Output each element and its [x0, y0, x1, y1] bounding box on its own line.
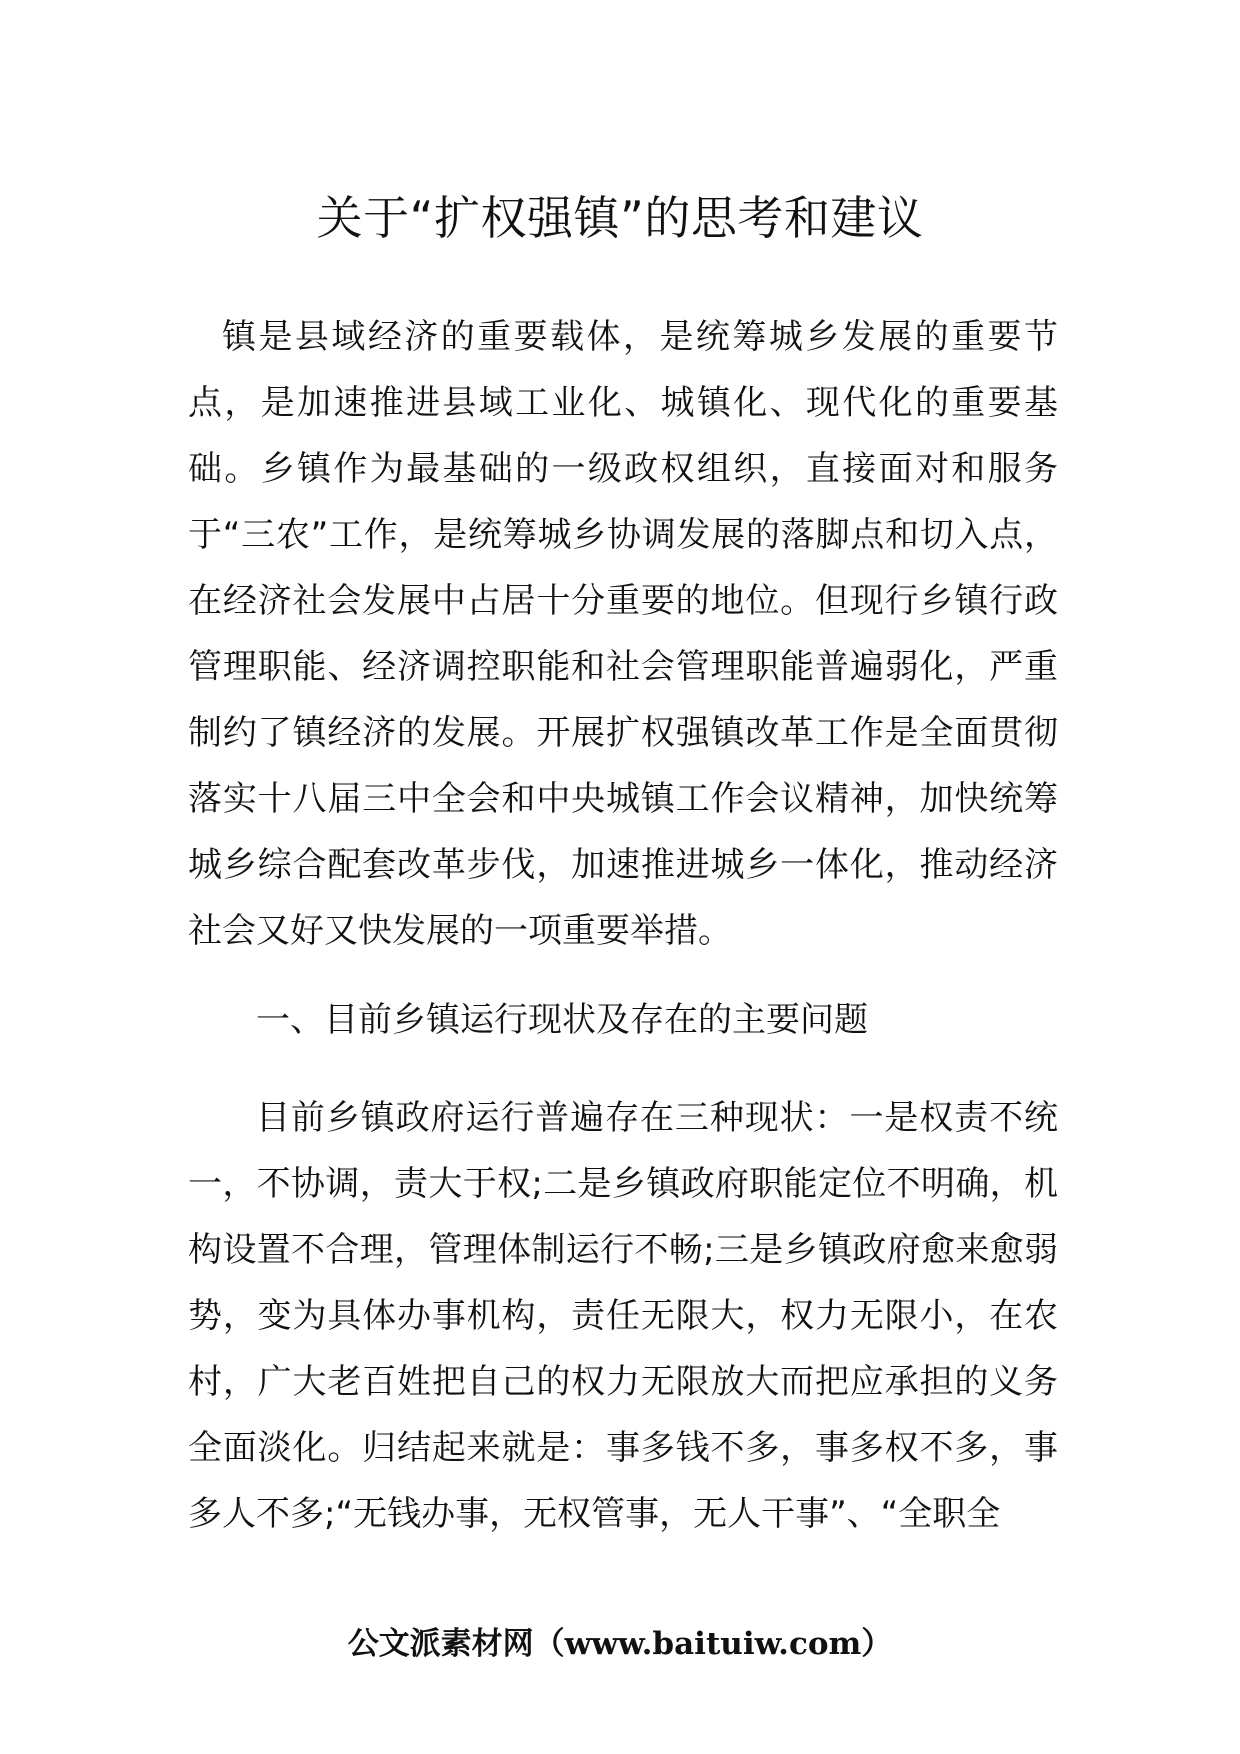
- document-title: 关于“扩权强镇”的思考和建议: [316, 191, 924, 245]
- section-heading: 一、目前乡镇运行现状及存在的主要问题: [256, 1000, 868, 1040]
- footer-watermark: 公文派素材网（www.baituiw.com）: [347, 1626, 893, 1662]
- body-paragraph-intro: 镇是县域经济的重要载体，是统筹城乡发展的重要节点，是加速推进县域工业化、城镇化、现代化的重要基础。乡镇作为最基础的一级政权组织，直接面对和服务于“三农”工作，是统筹城乡协调发展的落脚点和切入点，在经济社会发展中占居十分重要的地位。但现行乡镇行政管理职能、经济调控职能和社会管理职能普遍弱化，严重制约了镇经济的发展。开展扩权强镇改革工作是全面贯彻落实十八届三中全会和中央城镇工作会议精神，加快统筹城乡综合配套改革步伐，加速推进城乡一体化，推动经济社会又好又快发展的一项重要举措。: [188, 317, 1058, 951]
- body-paragraph-status: 目前乡镇政府运行普遍存在三种现状：一是权责不统一，不协调，责大于权;二是乡镇政府职能定位不明确，机构设置不合理，管理体制运行不畅;三是乡镇政府愈来愈弱势，变为具体办事机构，责任无限大，权力无限小，在农村，广大老百姓把自己的权力无限放大而把应承担的义务全面淡化。归结起来就是：事多钱不多，事多权不多，事多人不多;“无钱办事，无权管事，无人干事”、“全职全: [188, 1098, 1059, 1534]
